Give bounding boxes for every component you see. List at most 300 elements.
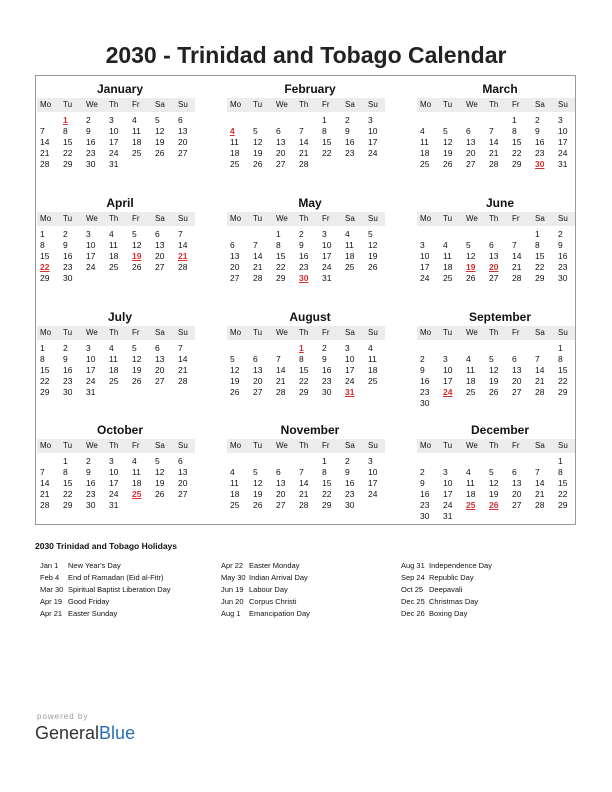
day-cell: 17	[322, 251, 332, 261]
day-cell: 8	[535, 240, 540, 250]
day-cell: 22	[322, 148, 332, 158]
day-cell: 1	[322, 115, 327, 125]
day-cell: 18	[132, 478, 142, 488]
month-name: March	[482, 82, 518, 96]
day-cell: 18	[345, 251, 355, 261]
day-cell: 25	[345, 262, 355, 272]
day-cell: 21	[512, 262, 522, 272]
day-cell: 16	[345, 478, 355, 488]
day-cell: 27	[489, 273, 499, 283]
holiday-date: Apr 19	[40, 597, 63, 606]
day-cell: 19	[368, 251, 378, 261]
day-cell: 22	[512, 148, 522, 158]
weekday-label: Su	[558, 214, 568, 223]
day-cell: 2	[63, 229, 68, 239]
holiday-date: Jun 19	[221, 585, 244, 594]
day-cell: 26	[132, 376, 142, 386]
day-cell: 12	[466, 251, 476, 261]
weekday-label: Th	[489, 214, 499, 223]
day-cell: 23	[535, 148, 545, 158]
day-cell: 19	[253, 148, 263, 158]
weekday-label: Fr	[132, 100, 140, 109]
month-name: January	[96, 82, 144, 96]
holiday-name: Spiritual Baptist Liberation Day	[68, 585, 171, 594]
day-cell: 21	[253, 262, 263, 272]
day-cell: 3	[345, 343, 350, 353]
day-cell: 15	[276, 251, 286, 261]
day-cell: 29	[558, 500, 568, 510]
holiday-day-cell: 31	[345, 387, 355, 397]
month-name: December	[470, 423, 530, 437]
day-cell: 15	[535, 251, 545, 261]
day-grid	[37, 229, 195, 284]
empty-cell	[486, 456, 509, 467]
day-cell: 7	[40, 467, 45, 477]
day-cell: 3	[368, 115, 373, 125]
day-cell: 11	[345, 240, 354, 250]
weekday-header	[37, 98, 195, 112]
day-cell: 6	[178, 456, 183, 466]
brand-blue: Blue	[99, 723, 136, 743]
weekday-label: Th	[109, 328, 119, 337]
day-cell: 15	[558, 365, 568, 375]
day-cell: 30	[420, 398, 430, 408]
day-cell: 15	[63, 137, 73, 147]
day-cell: 7	[276, 354, 281, 364]
day-cell: 22	[63, 489, 73, 499]
day-cell: 4	[368, 343, 373, 353]
day-cell: 24	[368, 148, 378, 158]
day-cell: 1	[40, 343, 45, 353]
day-cell: 26	[155, 489, 165, 499]
day-cell: 5	[489, 354, 494, 364]
day-cell: 11	[443, 251, 452, 261]
weekday-label: Sa	[535, 328, 545, 337]
day-cell: 18	[466, 489, 476, 499]
day-cell: 7	[40, 126, 45, 136]
holiday-date: Jun 20	[221, 597, 244, 606]
day-cell: 28	[178, 376, 188, 386]
weekday-label: We	[276, 328, 288, 337]
empty-cell	[273, 115, 296, 126]
day-cell: 5	[132, 229, 137, 239]
holiday-name: End of Ramadan (Eid al-Fitr)	[68, 573, 164, 582]
day-cell: 31	[558, 159, 568, 169]
weekday-label: Tu	[253, 214, 263, 223]
day-cell: 27	[253, 387, 263, 397]
empty-cell	[463, 456, 486, 467]
day-cell: 25	[230, 500, 240, 510]
month-name: May	[298, 196, 322, 210]
day-cell: 7	[178, 229, 183, 239]
month-name: February	[284, 82, 336, 96]
day-cell: 23	[63, 376, 73, 386]
day-cell: 16	[63, 251, 73, 261]
day-cell: 1	[63, 456, 68, 466]
day-cell: 16	[558, 251, 568, 261]
weekday-label: Th	[299, 100, 309, 109]
day-cell: 27	[178, 148, 188, 158]
day-cell: 27	[276, 159, 286, 169]
weekday-label: Su	[558, 441, 568, 450]
day-cell: 11	[466, 365, 475, 375]
powered-by: powered by	[37, 712, 89, 721]
month-name: August	[289, 310, 331, 324]
day-cell: 13	[276, 478, 286, 488]
weekday-label: Mo	[40, 100, 52, 109]
day-cell: 24	[86, 262, 96, 272]
day-cell: 16	[535, 137, 545, 147]
holiday-day-cell: 19	[466, 262, 476, 272]
day-cell: 14	[512, 251, 522, 261]
day-cell: 17	[368, 478, 378, 488]
day-cell: 16	[420, 376, 430, 386]
day-cell: 18	[109, 365, 119, 375]
day-cell: 30	[322, 387, 332, 397]
weekday-label: Mo	[40, 441, 52, 450]
day-cell: 19	[230, 376, 240, 386]
day-cell: 17	[345, 365, 355, 375]
day-cell: 1	[322, 456, 327, 466]
day-cell: 13	[155, 240, 165, 250]
day-cell: 2	[420, 354, 425, 364]
holiday-name: Easter Monday	[249, 561, 300, 570]
day-cell: 26	[132, 262, 142, 272]
empty-cell	[486, 229, 509, 240]
weekday-label: Sa	[345, 441, 355, 450]
day-cell: 21	[299, 489, 309, 499]
day-cell: 29	[558, 387, 568, 397]
weekday-label: Th	[489, 441, 499, 450]
weekday-label: Mo	[230, 441, 242, 450]
weekday-label: Th	[489, 328, 499, 337]
page-title: 2030 - Trinidad and Tobago Calendar	[105, 42, 507, 68]
month-october	[37, 423, 195, 511]
weekday-label: Th	[109, 100, 119, 109]
day-cell: 22	[276, 262, 286, 272]
day-cell: 14	[40, 478, 50, 488]
day-cell: 5	[132, 343, 137, 353]
day-grid	[417, 229, 575, 284]
day-cell: 8	[276, 240, 281, 250]
day-cell: 13	[178, 467, 188, 477]
weekday-label: We	[276, 214, 288, 223]
day-cell: 28	[299, 500, 309, 510]
day-cell: 20	[178, 478, 188, 488]
month-name: October	[96, 423, 143, 437]
holiday-name: Republic Day	[429, 573, 474, 582]
holiday-item	[401, 572, 569, 584]
day-cell: 7	[299, 126, 304, 136]
holiday-date: Dec 25	[401, 597, 425, 606]
day-cell: 20	[230, 262, 240, 272]
holiday-item	[40, 584, 208, 596]
day-cell: 11	[132, 467, 141, 477]
weekday-label: We	[276, 441, 288, 450]
day-cell: 13	[253, 365, 263, 375]
holiday-day-cell: 1	[299, 343, 304, 353]
day-cell: 28	[535, 387, 545, 397]
holiday-day-cell: 19	[132, 251, 142, 261]
day-cell: 27	[512, 387, 522, 397]
day-cell: 8	[512, 126, 517, 136]
weekday-label: Sa	[535, 441, 545, 450]
holidays-title: 2030 Trinidad and Tobago Holidays	[35, 541, 178, 551]
weekday-header	[227, 439, 385, 453]
day-cell: 24	[345, 376, 355, 386]
day-cell: 22	[299, 376, 309, 386]
month-june	[417, 196, 575, 284]
day-cell: 19	[489, 489, 499, 499]
day-cell: 5	[155, 456, 160, 466]
weekday-label: Th	[299, 441, 309, 450]
day-cell: 23	[345, 489, 355, 499]
month-name: September	[468, 310, 532, 324]
brand-logo[interactable]	[35, 723, 135, 744]
weekday-label: We	[276, 100, 288, 109]
day-cell: 4	[420, 126, 425, 136]
day-cell: 18	[420, 148, 430, 158]
day-cell: 9	[535, 126, 540, 136]
day-cell: 15	[512, 137, 522, 147]
day-cell: 14	[40, 137, 50, 147]
empty-cell	[440, 115, 463, 126]
day-grid	[37, 115, 195, 170]
day-cell: 8	[558, 467, 563, 477]
day-cell: 7	[178, 343, 183, 353]
holiday-day-cell: 1	[63, 115, 68, 125]
holiday-item	[401, 608, 569, 620]
day-cell: 12	[253, 137, 263, 147]
weekday-label: We	[466, 328, 478, 337]
weekday-label: Su	[178, 100, 188, 109]
weekday-header	[227, 98, 385, 112]
day-cell: 12	[155, 467, 165, 477]
day-cell: 25	[443, 273, 453, 283]
holiday-date: Apr 21	[40, 609, 63, 618]
day-cell: 2	[299, 229, 304, 239]
day-cell: 17	[420, 262, 430, 272]
day-cell: 16	[63, 365, 73, 375]
day-cell: 2	[345, 456, 350, 466]
day-cell: 17	[109, 137, 119, 147]
day-cell: 20	[512, 376, 522, 386]
weekday-label: Fr	[322, 100, 330, 109]
weekday-label: Sa	[155, 441, 165, 450]
day-cell: 31	[109, 159, 119, 169]
weekday-label: Fr	[512, 441, 520, 450]
day-cell: 4	[109, 343, 114, 353]
day-cell: 22	[322, 489, 332, 499]
day-cell: 12	[253, 478, 263, 488]
weekday-label: Fr	[132, 214, 140, 223]
day-cell: 21	[276, 376, 286, 386]
day-cell: 27	[155, 262, 165, 272]
day-cell: 30	[86, 500, 96, 510]
weekday-header	[37, 212, 195, 226]
day-cell: 13	[178, 126, 188, 136]
day-cell: 24	[109, 489, 119, 499]
day-cell: 16	[86, 478, 96, 488]
day-cell: 13	[276, 137, 286, 147]
day-cell: 30	[63, 387, 73, 397]
day-cell: 10	[420, 251, 430, 261]
day-cell: 21	[489, 148, 499, 158]
day-cell: 7	[535, 354, 540, 364]
day-cell: 3	[86, 229, 91, 239]
month-name: June	[485, 196, 514, 210]
day-cell: 18	[132, 137, 142, 147]
day-cell: 4	[345, 229, 350, 239]
day-cell: 26	[368, 262, 378, 272]
day-cell: 5	[368, 229, 373, 239]
day-cell: 10	[368, 126, 378, 136]
weekday-label: Su	[558, 100, 568, 109]
holiday-name: Boxing Day	[429, 609, 468, 618]
weekday-label: Su	[178, 441, 188, 450]
day-cell: 11	[466, 478, 475, 488]
holiday-date: May 30	[221, 573, 246, 582]
day-cell: 18	[443, 262, 453, 272]
day-cell: 18	[109, 251, 119, 261]
day-cell: 29	[63, 159, 73, 169]
weekday-label: Sa	[155, 214, 165, 223]
day-cell: 11	[132, 126, 141, 136]
day-cell: 31	[86, 387, 96, 397]
holiday-day-cell: 30	[535, 159, 545, 169]
day-cell: 9	[86, 467, 91, 477]
weekday-label: Su	[368, 214, 378, 223]
day-cell: 12	[230, 365, 240, 375]
day-cell: 6	[466, 126, 471, 136]
day-cell: 27	[276, 500, 286, 510]
holiday-day-cell: 26	[489, 500, 499, 510]
day-cell: 1	[558, 343, 563, 353]
day-cell: 18	[466, 376, 476, 386]
day-cell: 2	[63, 343, 68, 353]
holiday-item	[401, 584, 569, 596]
day-cell: 5	[443, 126, 448, 136]
day-cell: 25	[368, 376, 378, 386]
month-july	[37, 310, 195, 398]
day-cell: 16	[345, 137, 355, 147]
day-cell: 6	[489, 240, 494, 250]
weekday-label: Th	[489, 100, 499, 109]
day-cell: 14	[535, 478, 545, 488]
day-cell: 23	[345, 148, 355, 158]
day-cell: 12	[132, 354, 142, 364]
day-cell: 7	[512, 240, 517, 250]
holiday-name: New Year's Day	[68, 561, 121, 570]
day-cell: 24	[558, 148, 568, 158]
day-cell: 30	[558, 273, 568, 283]
weekday-label: Fr	[322, 328, 330, 337]
day-cell: 13	[489, 251, 499, 261]
day-cell: 3	[443, 354, 448, 364]
day-cell: 11	[109, 354, 118, 364]
day-cell: 20	[155, 251, 165, 261]
holiday-item	[401, 560, 569, 572]
day-cell: 29	[276, 273, 286, 283]
day-cell: 16	[420, 489, 430, 499]
weekday-label: We	[466, 214, 478, 223]
holiday-item	[40, 608, 208, 620]
month-august	[227, 310, 385, 398]
empty-cell	[296, 115, 319, 126]
day-cell: 10	[443, 365, 453, 375]
empty-cell	[463, 343, 486, 354]
holiday-date: Sep 24	[401, 573, 425, 582]
day-cell: 9	[63, 354, 68, 364]
day-cell: 5	[253, 467, 258, 477]
day-cell: 15	[40, 251, 50, 261]
day-cell: 2	[558, 229, 563, 239]
empty-cell	[37, 115, 60, 126]
day-cell: 10	[322, 240, 332, 250]
empty-cell	[250, 229, 273, 240]
day-cell: 14	[489, 137, 499, 147]
weekday-label: Sa	[345, 214, 355, 223]
day-cell: 3	[109, 115, 114, 125]
day-cell: 6	[512, 354, 517, 364]
month-november	[227, 423, 385, 511]
weekday-label: Tu	[63, 441, 73, 450]
empty-cell	[37, 456, 60, 467]
day-cell: 29	[63, 500, 73, 510]
day-cell: 28	[40, 159, 50, 169]
day-cell: 3	[322, 229, 327, 239]
day-cell: 25	[109, 376, 119, 386]
day-cell: 14	[178, 354, 188, 364]
empty-cell	[532, 343, 555, 354]
empty-cell	[509, 343, 532, 354]
day-cell: 20	[178, 137, 188, 147]
day-cell: 23	[86, 489, 96, 499]
day-cell: 8	[63, 126, 68, 136]
day-cell: 27	[178, 489, 188, 499]
day-cell: 17	[443, 376, 453, 386]
day-cell: 20	[512, 489, 522, 499]
day-cell: 29	[40, 387, 50, 397]
holiday-item	[40, 596, 208, 608]
day-cell: 11	[109, 240, 118, 250]
day-cell: 15	[63, 478, 73, 488]
holiday-item	[401, 596, 569, 608]
day-cell: 27	[155, 376, 165, 386]
day-grid	[37, 456, 195, 511]
holiday-name: Emancipation Day	[249, 609, 310, 618]
day-cell: 26	[230, 387, 240, 397]
day-grid	[417, 115, 575, 170]
holiday-name: Independence Day	[429, 561, 492, 570]
day-cell: 13	[512, 365, 522, 375]
day-cell: 12	[368, 240, 378, 250]
day-cell: 12	[489, 478, 499, 488]
day-cell: 18	[368, 365, 378, 375]
day-cell: 7	[299, 467, 304, 477]
holiday-column	[40, 560, 208, 620]
weekday-label: Su	[178, 328, 188, 337]
day-cell: 22	[535, 262, 545, 272]
day-cell: 6	[178, 115, 183, 125]
day-cell: 19	[155, 478, 165, 488]
day-cell: 26	[443, 159, 453, 169]
holiday-item	[221, 584, 389, 596]
day-cell: 3	[443, 467, 448, 477]
day-cell: 13	[155, 354, 165, 364]
day-cell: 19	[443, 148, 453, 158]
day-cell: 20	[466, 148, 476, 158]
